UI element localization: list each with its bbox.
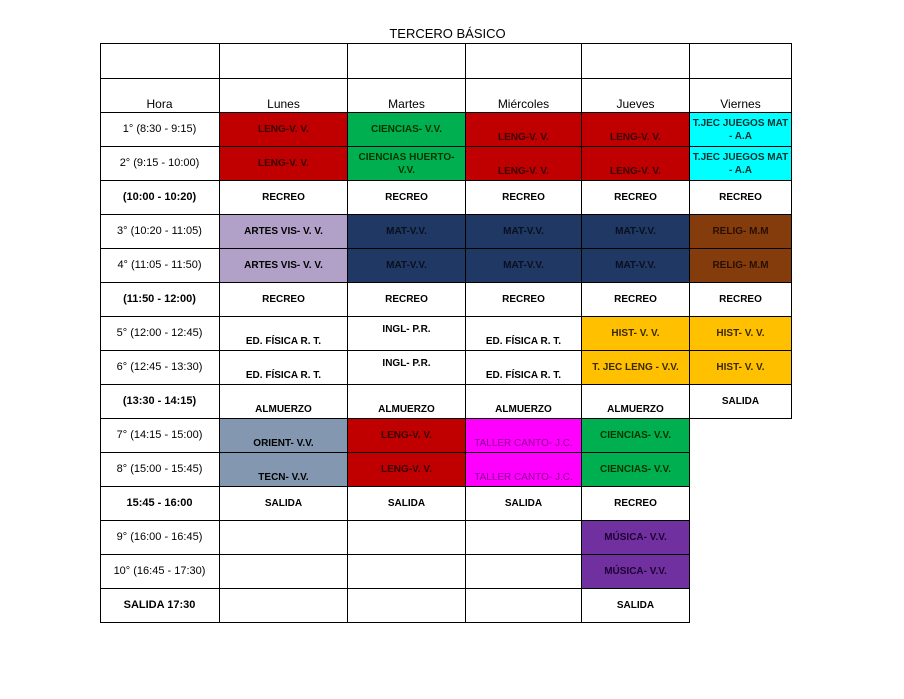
class-cell-tecn-v-v: TECN- V.V. bbox=[220, 453, 348, 487]
class-cell-leng-v-v: LENG-V. V. bbox=[582, 113, 690, 147]
class-cell-recreo: RECREO bbox=[582, 283, 690, 317]
empty-cell bbox=[466, 589, 582, 623]
class-cell-ingl-p-r: INGL- P.R. bbox=[348, 317, 466, 351]
empty-cell bbox=[348, 589, 466, 623]
class-cell-almuerzo: ALMUERZO bbox=[348, 385, 466, 419]
class-cell-recreo: RECREO bbox=[348, 181, 466, 215]
class-cell-recreo: RECREO bbox=[220, 181, 348, 215]
class-cell-salida: SALIDA bbox=[582, 589, 690, 623]
blank-header-cell bbox=[582, 43, 690, 79]
class-cell-recreo: RECREO bbox=[466, 181, 582, 215]
class-cell-mat-v-v: MAT-V.V. bbox=[466, 215, 582, 249]
class-cell-recreo: RECREO bbox=[690, 283, 792, 317]
time-slot-cell: 15:45 - 16:00 bbox=[100, 487, 220, 521]
time-slot-cell: 10° (16:45 - 17:30) bbox=[100, 555, 220, 589]
time-slot-cell: 7° (14:15 - 15:00) bbox=[100, 419, 220, 453]
time-slot-cell: 4° (11:05 - 11:50) bbox=[100, 249, 220, 283]
time-slot-cell: 9° (16:00 - 16:45) bbox=[100, 521, 220, 555]
empty-cell bbox=[220, 521, 348, 555]
class-cell-almuerzo: ALMUERZO bbox=[466, 385, 582, 419]
class-cell-mat-v-v: MAT-V.V. bbox=[582, 249, 690, 283]
class-cell-t-jec-leng-v-v: T. JEC LENG - V.V. bbox=[582, 351, 690, 385]
class-cell-mat-v-v: MAT-V.V. bbox=[466, 249, 582, 283]
class-cell-leng-v-v: LENG-V. V. bbox=[582, 147, 690, 181]
class-cell-salida: SALIDA bbox=[466, 487, 582, 521]
column-header-martes: Martes bbox=[348, 79, 466, 113]
class-cell-t-jec-juegos-mat-a-a: T.JEC JUEGOS MAT - A.A bbox=[690, 113, 792, 147]
class-cell-recreo: RECREO bbox=[466, 283, 582, 317]
blank-header-cell bbox=[100, 43, 220, 79]
class-cell-ed-fisica-r-t: ED. FÍSICA R. T. bbox=[220, 317, 348, 351]
class-cell-leng-v-v: LENG-V. V. bbox=[466, 147, 582, 181]
class-cell-relig-m-m: RELIG- M.M bbox=[690, 249, 792, 283]
empty-cell bbox=[348, 521, 466, 555]
time-slot-cell: (13:30 - 14:15) bbox=[100, 385, 220, 419]
class-cell-leng-v-v: LENG-V. V. bbox=[220, 113, 348, 147]
class-cell-mat-v-v: MAT-V.V. bbox=[348, 249, 466, 283]
class-cell-ed-fisica-r-t: ED. FÍSICA R. T. bbox=[220, 351, 348, 385]
time-slot-cell: 3° (10:20 - 11:05) bbox=[100, 215, 220, 249]
class-cell-leng-v-v: LENG-V. V. bbox=[348, 419, 466, 453]
class-cell-artes-vis-v-v: ARTES VIS- V. V. bbox=[220, 249, 348, 283]
class-cell-ingl-p-r: INGL- P.R. bbox=[348, 351, 466, 385]
class-cell-ciencias-v-v: CIENCIAS- V.V. bbox=[582, 453, 690, 487]
class-cell-ciencias-v-v: CIENCIAS- V.V. bbox=[582, 419, 690, 453]
empty-cell bbox=[220, 555, 348, 589]
time-slot-cell: SALIDA 17:30 bbox=[100, 589, 220, 623]
page-title: TERCERO BÁSICO bbox=[389, 26, 506, 41]
blank-header-cell bbox=[220, 43, 348, 79]
class-cell-taller-canto-j-c: TALLER CANTO- J.C. bbox=[466, 419, 582, 453]
class-cell-mat-v-v: MAT-V.V. bbox=[582, 215, 690, 249]
class-cell-hist-v-v: HIST- V. V. bbox=[690, 351, 792, 385]
class-cell-salida: SALIDA bbox=[348, 487, 466, 521]
time-slot-cell: (11:50 - 12:00) bbox=[100, 283, 220, 317]
class-cell-leng-v-v: LENG-V. V. bbox=[466, 113, 582, 147]
class-cell-recreo: RECREO bbox=[348, 283, 466, 317]
class-cell-relig-m-m: RELIG- M.M bbox=[690, 215, 792, 249]
time-slot-cell: (10:00 - 10:20) bbox=[100, 181, 220, 215]
time-slot-cell: 1° (8:30 - 9:15) bbox=[100, 113, 220, 147]
class-cell-almuerzo: ALMUERZO bbox=[582, 385, 690, 419]
class-cell-ed-fisica-r-t: ED. FÍSICA R. T. bbox=[466, 317, 582, 351]
class-cell-leng-v-v: LENG-V. V. bbox=[348, 453, 466, 487]
class-cell-ciencias-huerto-v-v: CIENCIAS HUERTO- V.V. bbox=[348, 147, 466, 181]
column-header-hora: Hora bbox=[100, 79, 220, 113]
empty-cell bbox=[348, 555, 466, 589]
class-cell-taller-canto-j-c: TALLER CANTO- J.C. bbox=[466, 453, 582, 487]
class-cell-ciencias-v-v: CIENCIAS- V.V. bbox=[348, 113, 466, 147]
blank-header-cell bbox=[466, 43, 582, 79]
column-header-lunes: Lunes bbox=[220, 79, 348, 113]
class-cell-mat-v-v: MAT-V.V. bbox=[348, 215, 466, 249]
class-cell-artes-vis-v-v: ARTES VIS- V. V. bbox=[220, 215, 348, 249]
time-slot-cell: 2° (9:15 - 10:00) bbox=[100, 147, 220, 181]
blank-header-cell bbox=[690, 43, 792, 79]
empty-cell bbox=[466, 521, 582, 555]
class-cell-recreo: RECREO bbox=[220, 283, 348, 317]
column-header-jueves: Jueves bbox=[582, 79, 690, 113]
empty-cell bbox=[220, 589, 348, 623]
class-cell-almuerzo: ALMUERZO bbox=[220, 385, 348, 419]
blank-header-cell bbox=[348, 43, 466, 79]
class-cell-recreo: RECREO bbox=[582, 181, 690, 215]
class-cell-musica-v-v: MÚSICA- V.V. bbox=[582, 521, 690, 555]
empty-cell bbox=[466, 555, 582, 589]
class-cell-salida: SALIDA bbox=[220, 487, 348, 521]
column-header-viernes: Viernes bbox=[690, 79, 792, 113]
class-cell-leng-v-v: LENG-V. V. bbox=[220, 147, 348, 181]
time-slot-cell: 6° (12:45 - 13:30) bbox=[100, 351, 220, 385]
class-cell-recreo: RECREO bbox=[582, 487, 690, 521]
class-cell-orient-v-v: ORIENT- V.V. bbox=[220, 419, 348, 453]
time-slot-cell: 5° (12:00 - 12:45) bbox=[100, 317, 220, 351]
class-cell-recreo: RECREO bbox=[690, 181, 792, 215]
class-cell-ed-fisica-r-t: ED. FÍSICA R. T. bbox=[466, 351, 582, 385]
class-cell-hist-v-v: HIST- V. V. bbox=[690, 317, 792, 351]
time-slot-cell: 8° (15:00 - 15:45) bbox=[100, 453, 220, 487]
column-header-miercoles: Miércoles bbox=[466, 79, 582, 113]
class-cell-salida: SALIDA bbox=[690, 385, 792, 419]
class-cell-t-jec-juegos-mat-a-a: T.JEC JUEGOS MAT - A.A bbox=[690, 147, 792, 181]
class-cell-hist-v-v: HIST- V. V. bbox=[582, 317, 690, 351]
class-cell-musica-v-v: MÚSICA- V.V. bbox=[582, 555, 690, 589]
